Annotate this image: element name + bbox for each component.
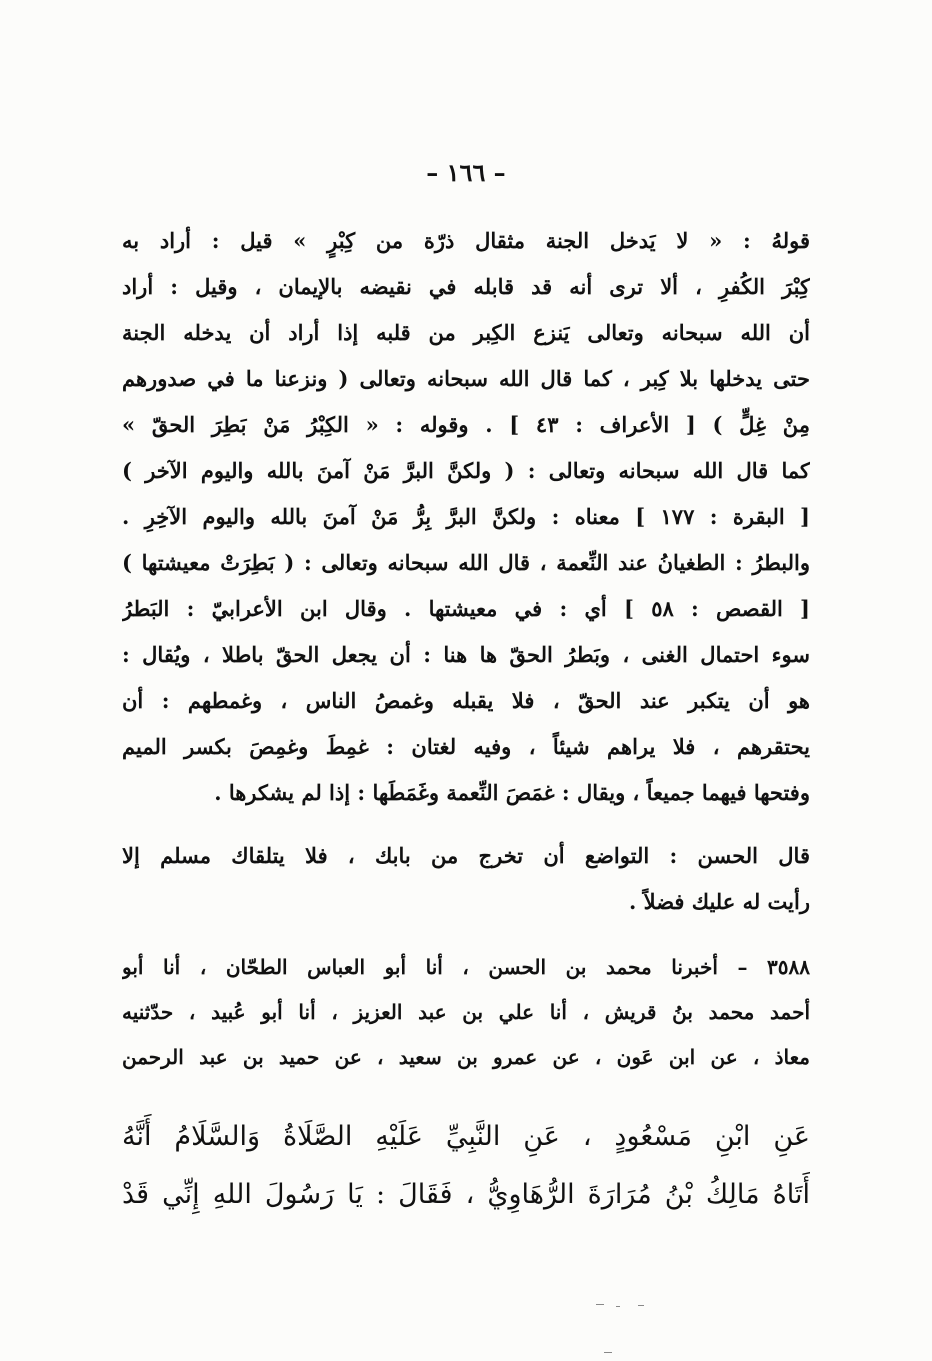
speck [596,1304,604,1305]
text-line: والبطرُ : الطغيانُ عند النِّعمة ، قال الله سبحانه وتعالى : ( بَطِرَتْ معيشتها ) [122,550,810,575]
text-line: مِنْ غِلٍّ ) [ الأعراف : ٤٣ ] . وقوله : « الكِبْرُ مَنْ بَطِرَ الحقّ » [122,412,810,437]
text-line: [ القصص : ٥٨ ] أي : في معيشتها . وقال ابن الأعرابيّ : البَطرُ [122,596,810,621]
text-line: رأيت له عليك فضلاً . [629,889,810,914]
scan-specks [590,1300,670,1360]
text-line: سوء احتمال الغنى ، وبَطرُ الحقّ ها هنا : أن يجعل الحقّ باطلا ، ويُقال : [122,642,810,667]
speck [616,1306,620,1307]
page-number: – ١٦٦ – [426,158,506,187]
speck [638,1305,644,1306]
text-line: أَتَاهُ مَالِكُ بْنُ مُرَارَةَ الرُّهَاوِيُّ ، فَقَالَ : يَا رَسُولَ اللهِ إِنِّي قَدْ [122,1179,810,1210]
text-line: يحتقرهم ، فلا يراهم شيئاً ، وفيه لغتان : غمِطَ وغمِصَ بكسر الميم [122,734,810,759]
text-line: وفتحها فيهما جميعاً ، ويقال : غمَصَ النِّعمة وغَمَطَها : إذا لم يشكرها . [214,780,810,805]
text-line: كما قال الله سبحانه وتعالى : ( ولكنَّ البرَّ مَنْ آمنَ بالله واليوم الآخر ) [122,458,810,483]
quote-paragraph [122,833,810,925]
hadith-text [122,1108,810,1224]
speck [604,1352,612,1353]
commentary-paragraph [122,218,810,816]
isnad-paragraph [122,945,810,1080]
text-line: ٣٥٨٨ – أخبرنا محمد بن الحسن ، أنا أبو العباس الطحّان ، أنا أبو [122,955,810,979]
text-line: كِبْرَ الكُفرِ ، ألا ترى أنه قد قابله في نقيضه بالإيمان ، وقيل : أراد [122,274,810,299]
text-line: قال الحسن : التواضع أن تخرج من بابك ، فلا يتلقاك مسلم إلا [122,843,810,868]
text-line: حتى يدخلها بلا كِبر ، كما قال الله سبحانه وتعالى ( ونزعنا ما في صدورهم [122,366,810,391]
text-line: قولهُ : « لا يَدخل الجنة مثقال ذرّة من كِبْرٍ » قيل : أراد به [122,228,810,253]
text-line: هو أن يتكبر عند الحقّ ، فلا يقبله وغمصُ الناس ، وغمطهم : أن [122,688,810,713]
text-line: معاذ ، عن ابن عَون ، عن عمرو بن سعيد ، عن حميد بن عبد الرحمن [122,1045,810,1069]
text-line: أن الله سبحانه وتعالى يَنزع الكِبر من قلبه إذا أراد أن يدخله الجنة [122,320,810,345]
text-line: [ البقرة : ١٧٧ ] معناه : ولكنَّ البرَّ بِرُّ مَنْ آمنَ بالله واليوم الآخِرِ . [122,504,810,529]
text-line: أحمد محمد بنُ قريش ، أنا علي بن عبد العزيز ، أنا أبو عُبيد ، حدّثنيه [122,1000,810,1024]
text-line: عَنِ ابْنِ مَسْعُودٍ ، عَنِ النَّبِيِّ عَلَيْهِ الصَّلَاةُ وَالسَّلَامُ أَنَّهُ [122,1121,810,1152]
